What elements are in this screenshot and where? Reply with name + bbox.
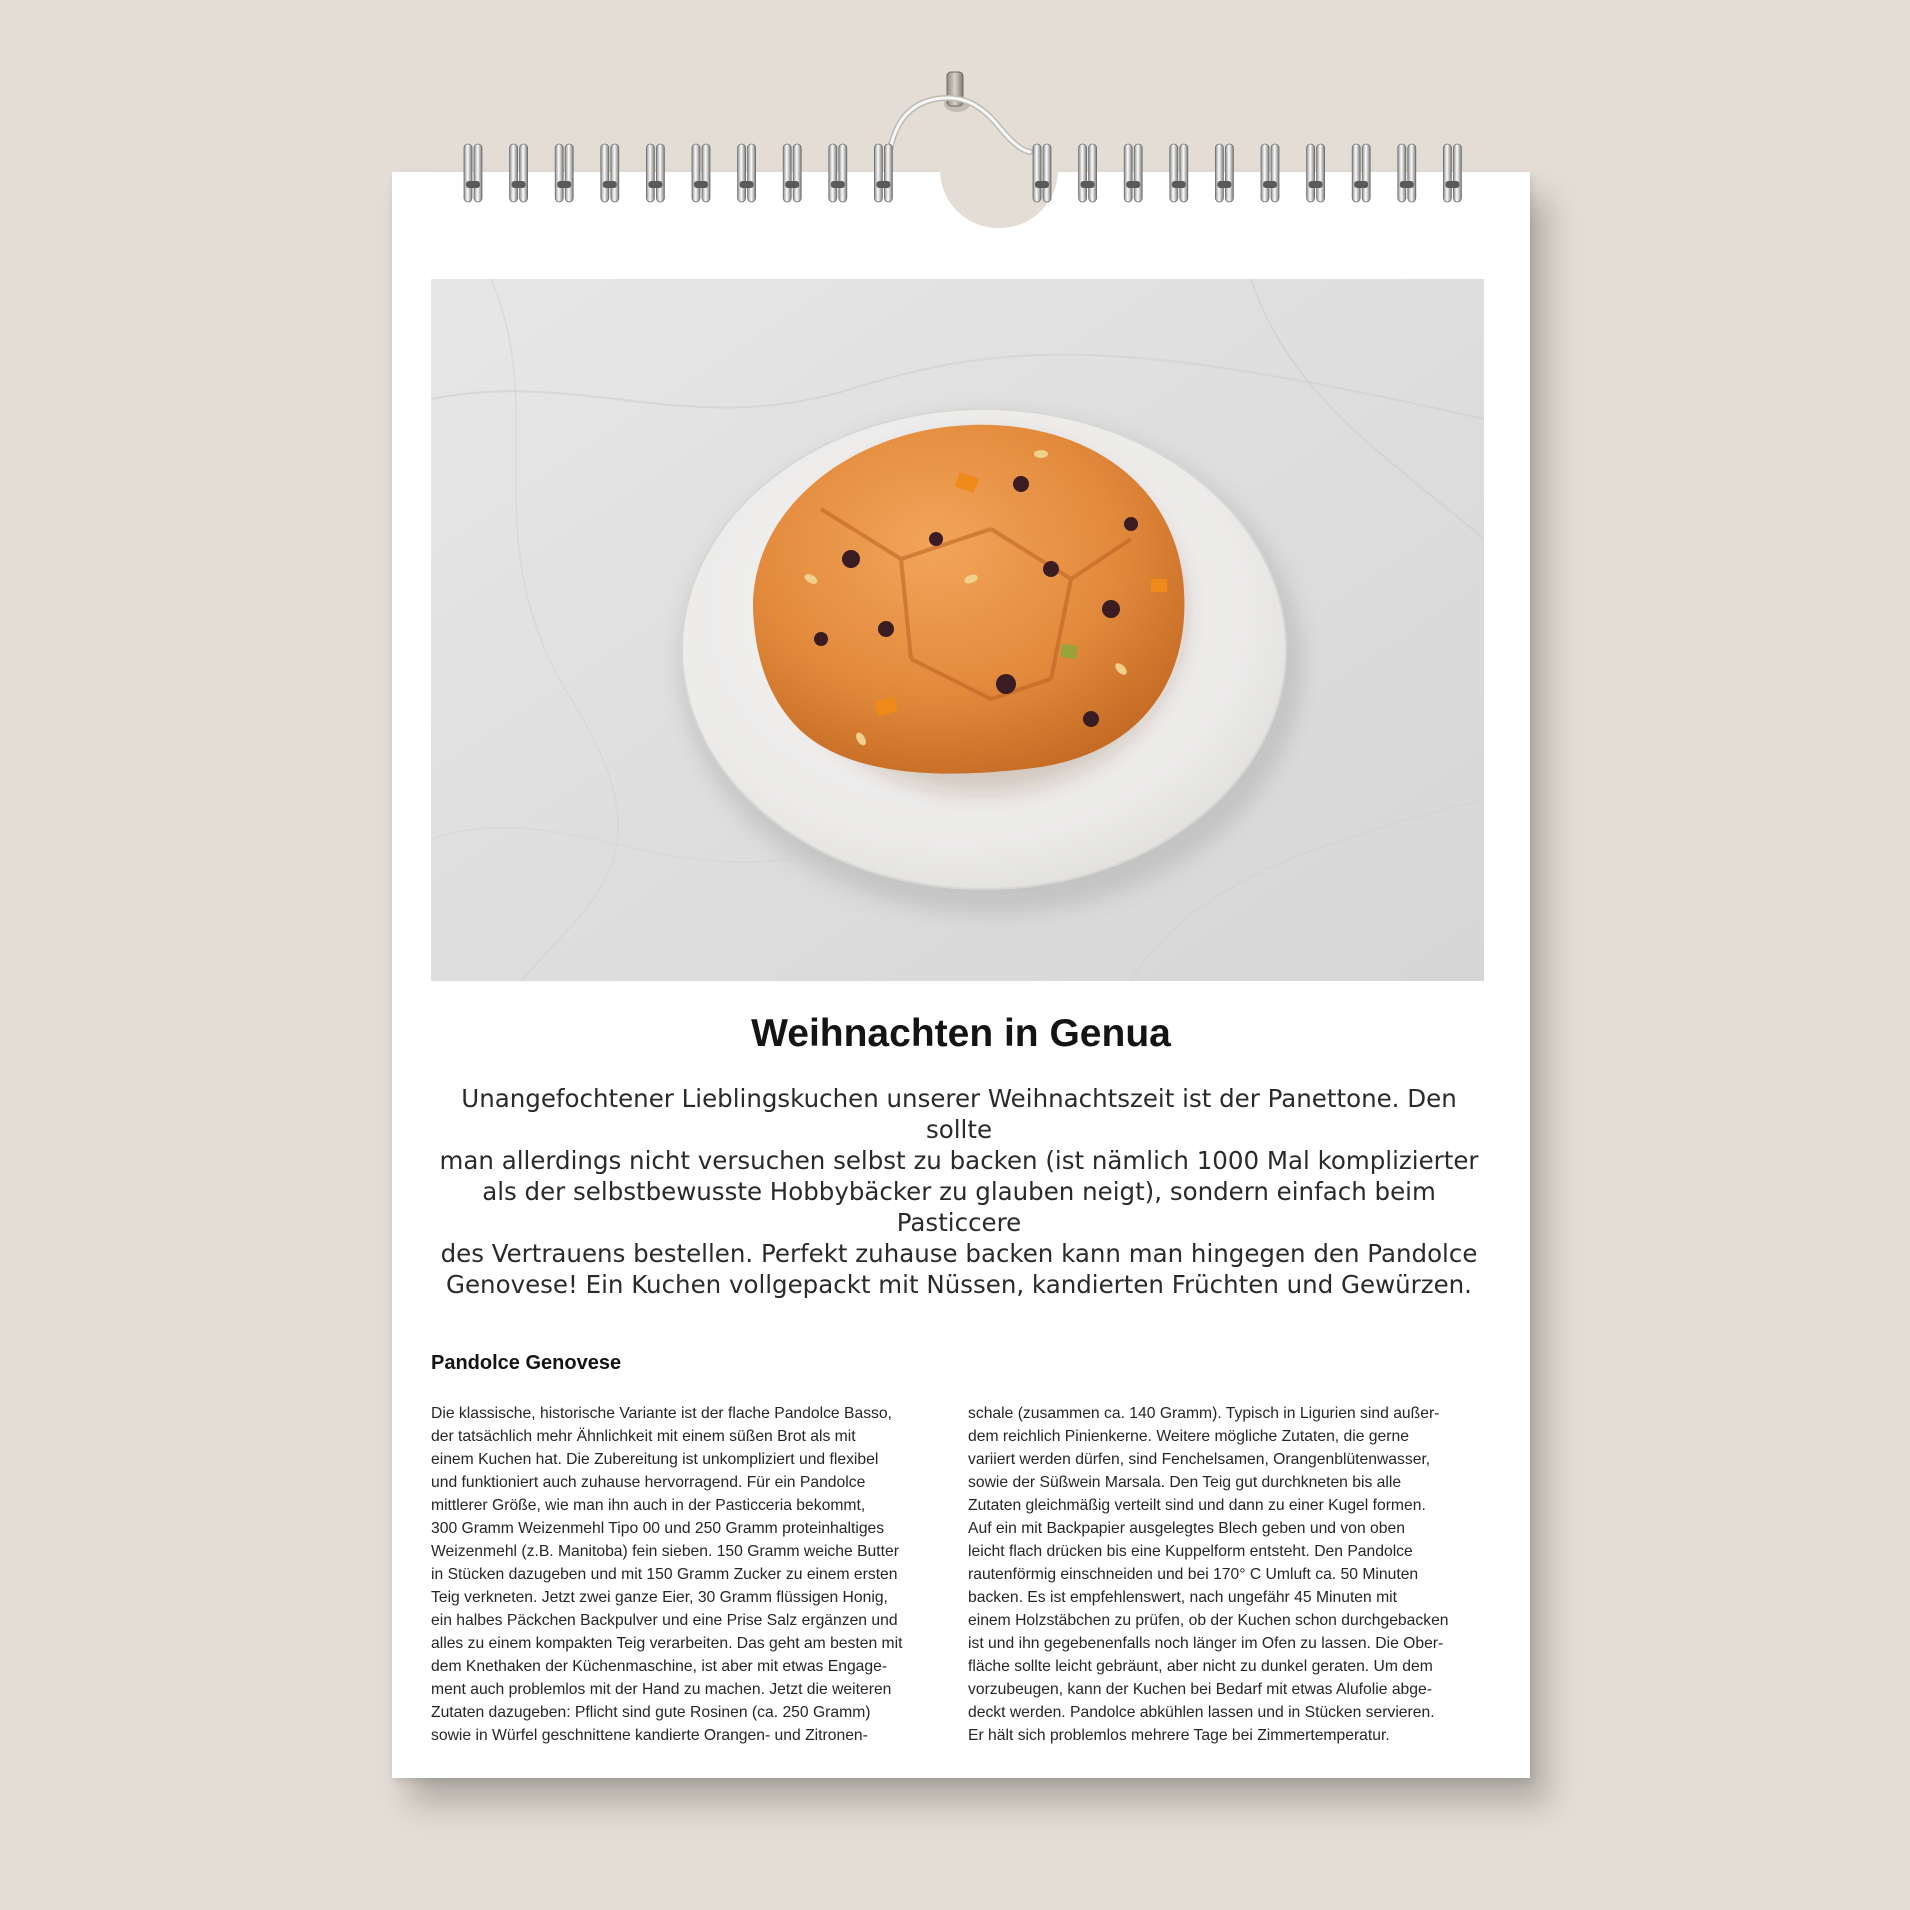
intro-line: Unangefochtener Lieblingskuchen unserer Weihnachtszeit ist der Panettone. Den sollte bbox=[461, 1084, 1457, 1144]
recipe-line: leicht flach drücken bis eine Kuppelform entsteht. Den Pandolce bbox=[968, 1543, 1413, 1560]
intro-line: Genovese! Ein Kuchen vollgepackt mit Nüssen, kandierten Früchten und Gewürzen. bbox=[446, 1270, 1472, 1299]
article-intro bbox=[430, 1083, 1488, 1300]
recipe-line: deckt werden. Pandolce abkühlen lassen und in Stücken servieren. bbox=[968, 1704, 1435, 1721]
recipe-column-left bbox=[431, 1402, 951, 1747]
recipe-title: Pandolce Genovese bbox=[431, 1352, 622, 1374]
recipe-column-right bbox=[968, 1402, 1488, 1747]
recipe-line: in Stücken dazugeben und mit 150 Gramm Zucker zu einem ersten bbox=[431, 1566, 898, 1583]
recipe-line: sowie der Süßwein Marsala. Den Teig gut durchkneten bis alle bbox=[968, 1474, 1402, 1491]
recipe-line: Zutaten dazugeben: Pflicht sind gute Rosinen (ca. 250 Gramm) bbox=[431, 1704, 871, 1721]
recipe-line: ein halbes Päckchen Backpulver und eine Prise Salz ergänzen und bbox=[431, 1612, 898, 1629]
recipe-line: der tatsächlich mehr Ähnlichkeit mit einem süßen Brot als mit bbox=[431, 1428, 856, 1445]
recipe-line: ment auch problemlos mit der Hand zu machen. Jetzt die weiteren bbox=[431, 1681, 892, 1698]
recipe-line: backen. Es ist empfehlenswert, nach ungefähr 45 Minuten mit bbox=[968, 1589, 1398, 1606]
pandolce-on-plate-photo bbox=[431, 279, 1484, 981]
recipe-line: ist und ihn gegebenenfalls noch länger im Ofen zu lassen. Die Ober- bbox=[968, 1635, 1444, 1652]
recipe-line: dem Knethaken der Küchenmaschine, ist aber mit etwas Engage- bbox=[431, 1658, 888, 1675]
article-title: Weihnachten in Genua bbox=[751, 1012, 1171, 1055]
recipe-line: und funktioniert auch zuhause hervorragend. Für ein Pandolce bbox=[431, 1474, 866, 1491]
intro-line: man allerdings nicht versuchen selbst zu backen (ist nämlich 1000 Mal komplizierter bbox=[439, 1146, 1479, 1175]
recipe-line: 300 Gramm Weizenmehl Tipo 00 und 250 Gramm proteinhaltiges bbox=[431, 1520, 885, 1537]
recipe-line: Weizenmehl (z.B. Manitoba) fein sieben. 150 Gramm weiche Butter bbox=[431, 1543, 899, 1560]
intro-line: des Vertrauens bestellen. Perfekt zuhause backen kann man hingegen den Pandolce bbox=[440, 1239, 1478, 1268]
intro-line: als der selbstbewusste Hobbybäcker zu glauben neigt), sondern einfach beim Pasticcere bbox=[482, 1177, 1436, 1237]
recipe-line: einem Kuchen hat. Die Zubereitung ist unkompliziert und flexibel bbox=[431, 1451, 879, 1468]
recipe-line: einem Holzstäbchen zu prüfen, ob der Kuchen schon durchgebacken bbox=[968, 1612, 1449, 1629]
recipe-line: Teig verkneten. Jetzt zwei ganze Eier, 30 Gramm flüssigen Honig, bbox=[431, 1589, 888, 1606]
recipe-line: variiert werden dürfen, sind Fenchelsamen, Orangenblütenwasser, bbox=[968, 1451, 1431, 1468]
recipe-line: mittlerer Größe, wie man ihn auch in der Pasticceria bekommt, bbox=[431, 1497, 866, 1514]
recipe-line: schale (zusammen ca. 140 Gramm). Typisch in Ligurien sind außer- bbox=[968, 1405, 1440, 1422]
recipe-line: Auf ein mit Backpapier ausgelegtes Blech geben und von oben bbox=[968, 1520, 1405, 1537]
recipe-line: fläche sollte leicht gebräunt, aber nicht zu dunkel geraten. Um dem bbox=[968, 1658, 1433, 1675]
recipe-line: dem reichlich Pinienkerne. Weitere mögliche Zutaten, die gerne bbox=[968, 1428, 1409, 1445]
hanger-notch bbox=[940, 170, 1058, 228]
recipe-line: Er hält sich problemlos mehrere Tage bei Zimmertemperatur. bbox=[968, 1727, 1390, 1744]
recipe-line: sowie in Würfel geschnittene kandierte Orangen- und Zitronen- bbox=[431, 1727, 868, 1744]
recipe-line: rautenförmig einschneiden und bei 170° C Umluft ca. 50 Minuten bbox=[968, 1566, 1419, 1583]
recipe-line: alles zu einem kompakten Teig verarbeiten. Das geht am besten mit bbox=[431, 1635, 903, 1652]
recipe-line: vorzubeugen, kann der Kuchen bei Bedarf mit etwas Alufolie abge- bbox=[968, 1681, 1432, 1698]
recipe-line: Die klassische, historische Variante ist der flache Pandolce Basso, bbox=[431, 1405, 892, 1422]
recipe-line: Zutaten gleichmäßig verteilt sind und dann zu einer Kugel formen. bbox=[968, 1497, 1426, 1514]
